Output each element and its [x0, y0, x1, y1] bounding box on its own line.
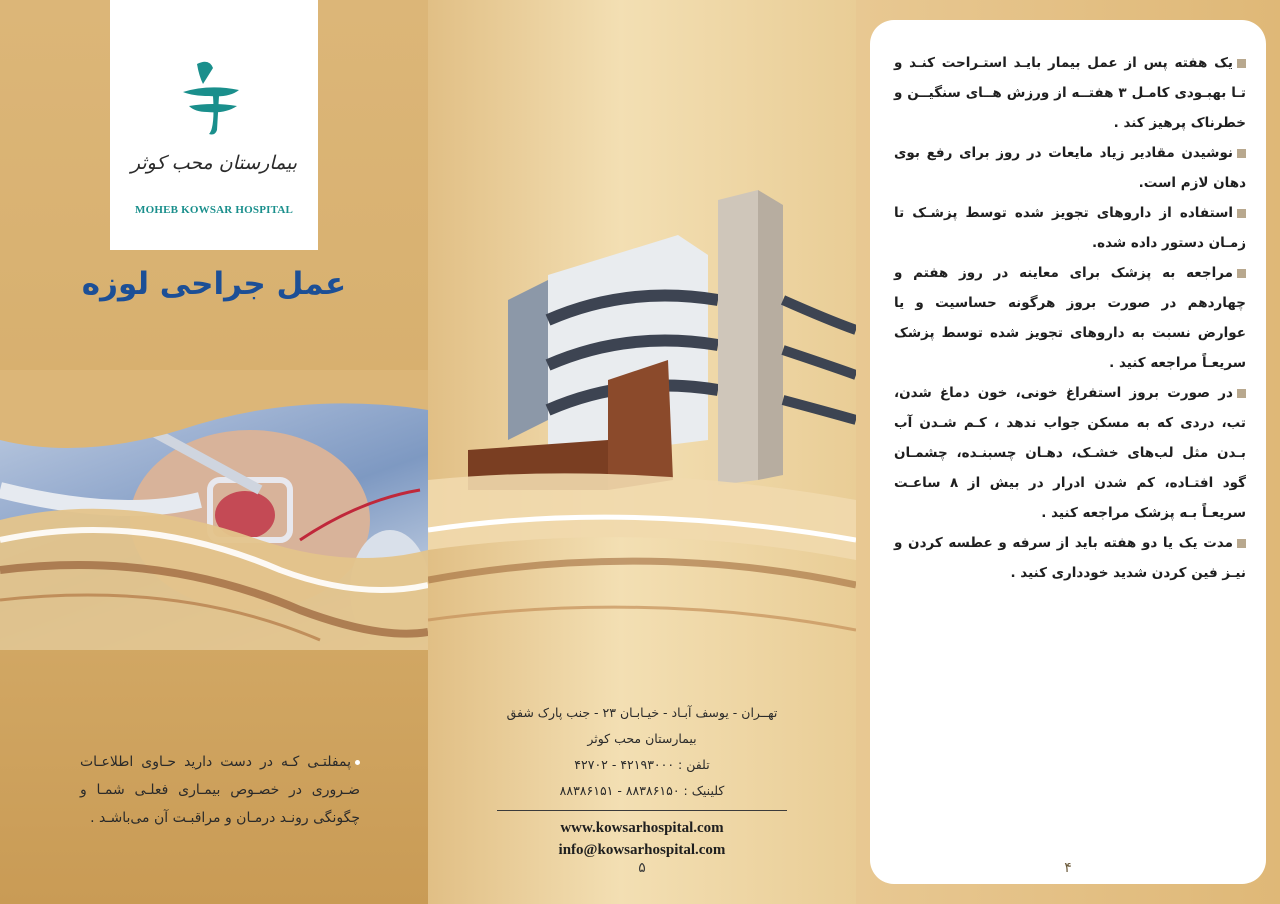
- bullet-dot-icon: [355, 760, 360, 765]
- phone-line: تلفن : ۴۲۱۹۳۰۰۰ - ۴۲۷۰۲: [574, 757, 710, 772]
- hospital-building-image: [438, 180, 856, 500]
- hospital-name-english: MOHEB KOWSAR HOSPITAL: [134, 204, 294, 216]
- list-item: نوشیدن مقادیر زیاد مایعات در روز برای رفع بوی دهان لازم است.: [894, 145, 1246, 191]
- list-item: یک هفته پس از عمل بیمار بایـد استـراحت کنـد و تـا بهبـودی کامـل ۳ هفتــه از ورزش هــای سنگیــن و خطرناک پرهیز کند .: [894, 55, 1246, 131]
- list-item: مراجعه به پزشک برای معاینه در روز هفتم و چهاردهم در صورت بروز هرگونه حساسیت و یا عوارض نسبت به داروهای تجویز شده توسط پزشک سریعـاً مراجعه کنید .: [894, 265, 1246, 371]
- website-link[interactable]: www.kowsarhospital.com: [560, 820, 724, 836]
- hospital-logo-icon: [169, 54, 259, 144]
- surgery-photo-band: [0, 370, 428, 650]
- square-bullet-icon: [1237, 149, 1246, 158]
- list-item: استفاده از داروهای تجویز شده توسط پزشـک تا زمـان دستور داده شده.: [894, 205, 1246, 251]
- divider: [497, 810, 787, 811]
- square-bullet-icon: [1237, 269, 1246, 278]
- back-cover-panel: [428, 0, 856, 904]
- square-bullet-icon: [1237, 389, 1246, 398]
- front-cover-panel: [0, 0, 428, 904]
- post-op-instructions-list: [894, 48, 1246, 588]
- list-item: در صورت بروز استفراغ خونی، خون دماغ شدن، تب، دردی که به مسکن جواب ندهد ، کـم شـدن آب بـدن مثل لب‌های خشـک، دهـان چسبنـده، چشمـان گود افتـاده، کم شدن ادرار در بیش از ۸ ساعـت سریعـاً بـه پزشک مراجعه کنید .: [894, 385, 1246, 521]
- decorative-swoosh: [0, 370, 428, 650]
- square-bullet-icon: [1237, 59, 1246, 68]
- brochure-title: عمل جراحی لوزه: [81, 266, 347, 302]
- instructions-card: [870, 20, 1266, 884]
- clinic-line: کلینیک : ۸۸۳۸۶۱۵۰ - ۸۸۳۸۶۱۵۱: [559, 783, 725, 798]
- contact-block: [494, 700, 790, 861]
- decorative-swoosh-middle: [428, 470, 856, 690]
- page-number-4: ۴: [1064, 860, 1072, 876]
- page-number-5: ۵: [638, 860, 646, 876]
- list-item: مدت یک یا دو هفته باید از سرفه و عطسه کردن و نیـز فین کردن شدید خودداری کنید .: [894, 535, 1246, 581]
- square-bullet-icon: [1237, 539, 1246, 548]
- address-line: تهــران - یوسف آبـاد - خیـابـان ۲۳ - جنب پارک شفق: [506, 705, 778, 720]
- hospital-name-persian: بیمارستان محب کوثر: [130, 152, 298, 174]
- hospital-name-line: بیمارستان محب کوثر: [587, 731, 697, 746]
- intro-paragraph: [80, 748, 360, 832]
- email-link[interactable]: info@kowsarhospital.com: [558, 842, 726, 858]
- square-bullet-icon: [1237, 209, 1246, 218]
- hospital-logo-block: [110, 0, 318, 250]
- intro-text: پمفلتـی کـه در دست دارید حـاوی اطلاعـات ضـروری در خصـوص بیمـاری فعلـی شمـا و چگونگی رونـد درمـان و مراقبـت آن می‌باشـد .: [80, 754, 360, 826]
- inner-page-panel: [856, 0, 1280, 904]
